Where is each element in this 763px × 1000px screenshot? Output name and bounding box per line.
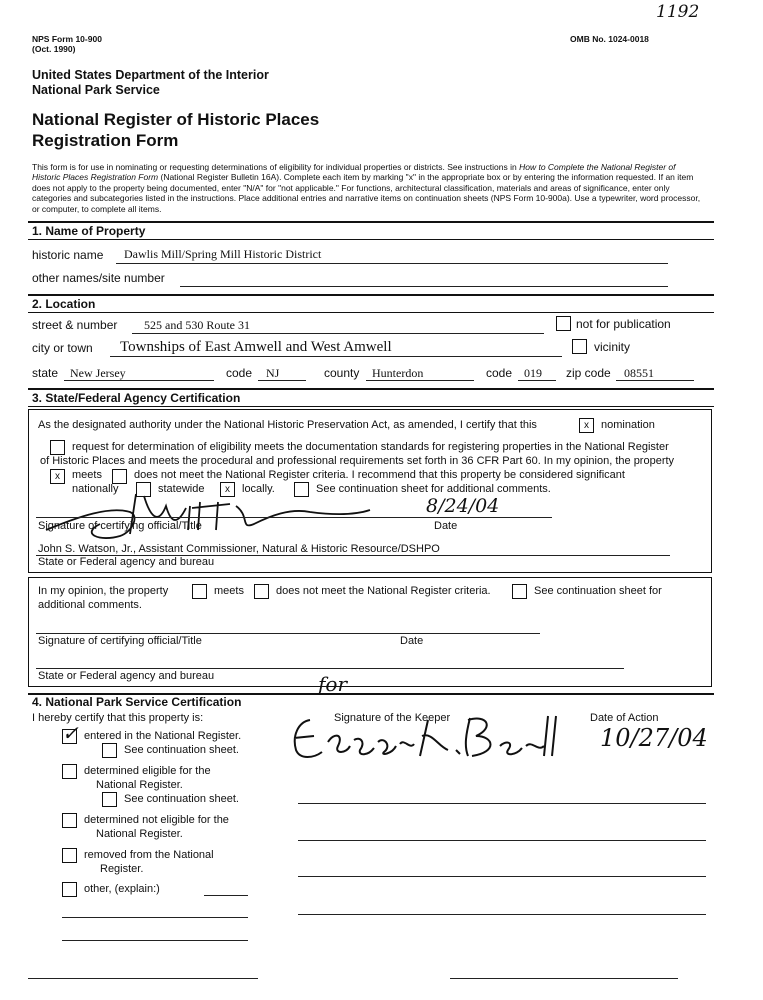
- not-eligible-label-2: National Register.: [96, 828, 183, 840]
- opinion-signature-label: Signature of certifying official/Title: [38, 635, 202, 647]
- state-cert-date-value: 8/24/04: [426, 495, 500, 517]
- locally-label: locally.: [242, 483, 275, 495]
- opinion-text: In my opinion, the property: [38, 585, 169, 597]
- agency-line-1: United States Department of the Interior: [32, 68, 269, 82]
- hereby-certify-text: I hereby certify that this property is:: [32, 712, 204, 724]
- removed-label-2: Register.: [100, 863, 144, 875]
- handwritten-page-number: 1192: [656, 2, 700, 22]
- eligible-signature-line: [298, 803, 706, 804]
- entered-see-continuation-checkbox[interactable]: [102, 743, 117, 758]
- keeper-signature: [288, 706, 578, 768]
- eligible-label-2: National Register.: [96, 779, 183, 791]
- vicinity-label: vicinity: [594, 340, 631, 354]
- historic-name-label: historic name: [32, 248, 104, 262]
- official-name-title: John S. Watson, Jr., Assistant Commissioner, Natural & Historic Resource/DSHPO: [38, 543, 440, 555]
- state-date-label: Date: [434, 520, 458, 532]
- request-checkbox[interactable]: [50, 440, 65, 455]
- county-line: [366, 380, 474, 381]
- eligible-see-continuation-label: See continuation sheet.: [124, 793, 239, 805]
- city-value: Townships of East Amwell and West Amwell: [120, 339, 392, 355]
- keeper-for-handwritten: for: [318, 672, 348, 696]
- eligible-see-continuation-checkbox[interactable]: [102, 792, 117, 807]
- state-line: [64, 380, 214, 381]
- form-title-line-1: National Register of Historic Places: [32, 110, 320, 129]
- footer-line-right: [450, 978, 678, 979]
- other-names-line: [180, 286, 668, 287]
- entered-label: entered in the National Register.: [84, 730, 242, 742]
- street-line: [132, 333, 544, 334]
- state-code-value: NJ: [266, 366, 280, 380]
- historic-name-line: [116, 263, 668, 264]
- state-value: New Jersey: [70, 366, 126, 380]
- nationally-label: nationally: [72, 483, 119, 495]
- other-names-label: other names/site number: [32, 271, 165, 285]
- certifying-official-signature: [40, 486, 390, 546]
- keeper-signature-label: Signature of the Keeper: [334, 712, 451, 724]
- opinion-additional-comments: additional comments.: [38, 599, 142, 611]
- request-text-2: of Historic Places and meets the procedural and professional requirements set forth in 36 CFR Part 60. In my opinion, the property: [40, 455, 675, 467]
- historic-name-value: Dawlis Mill/Spring Mill Historic District: [124, 247, 322, 261]
- footer-line-left: [28, 978, 258, 979]
- street-label: street & number: [32, 318, 118, 332]
- opinion-see-continuation-label: See continuation sheet for: [534, 585, 662, 597]
- nomination-checkbox[interactable]: x: [579, 418, 594, 433]
- zip-label: zip code: [566, 366, 611, 380]
- other-explain-line-2: [62, 940, 248, 941]
- other-explain-line-1: [62, 917, 248, 918]
- eligible-checkbox[interactable]: [62, 764, 77, 779]
- state-signature-line: [36, 517, 552, 518]
- county-label: county: [324, 366, 360, 380]
- city-label: city or town: [32, 341, 93, 355]
- city-line: [110, 356, 562, 357]
- entered-see-continuation-label: See continuation sheet.: [124, 744, 239, 756]
- zip-value: 08551: [624, 366, 654, 380]
- county-code-line: [518, 380, 556, 381]
- nomination-label: nomination: [601, 419, 655, 431]
- section-3-heading: 3. State/Federal Agency Certification: [28, 388, 714, 407]
- statewide-label: statewide: [158, 483, 205, 495]
- other-explain-line-inline: [204, 895, 248, 896]
- state-code-line: [258, 380, 306, 381]
- opinion-meets-label: meets: [214, 585, 244, 597]
- opinion-agency-label: State or Federal agency and bureau: [38, 670, 215, 682]
- form-id: NPS Form 10-900: [32, 34, 102, 44]
- state-label: state: [32, 366, 59, 380]
- section-1-heading: 1. Name of Property: [28, 221, 714, 240]
- zip-line: [616, 380, 694, 381]
- form-date: (Oct. 1990): [32, 44, 76, 54]
- opinion-see-continuation-checkbox[interactable]: [512, 584, 527, 599]
- not-eligible-signature-line: [298, 840, 706, 841]
- county-code-value: 019: [524, 366, 542, 380]
- locally-checkbox[interactable]: x: [220, 482, 235, 497]
- opinion-agency-line: [36, 668, 624, 669]
- other-signature-line: [298, 914, 706, 915]
- does-not-meet-text: does not meet the National Register criteria. I recommend that this property be considered significant: [134, 469, 625, 481]
- not-eligible-label-1: determined not eligible for the: [84, 814, 229, 826]
- does-not-meet-checkbox[interactable]: [112, 469, 127, 484]
- state-see-continuation-label: See continuation sheet for additional comments.: [316, 483, 551, 495]
- not-eligible-checkbox[interactable]: [62, 813, 77, 828]
- opinion-not-meets-label: does not meet the National Register criteria.: [276, 585, 491, 597]
- meets-checkbox[interactable]: x: [50, 469, 65, 484]
- county-code-label: code: [486, 366, 513, 380]
- county-value: Hunterdon: [372, 366, 424, 380]
- opinion-date-label: Date: [400, 635, 424, 647]
- agency-line-2: National Park Service: [32, 83, 160, 97]
- other-checkbox[interactable]: [62, 882, 77, 897]
- entered-check-mark: ✓: [62, 721, 79, 745]
- omb-number: OMB No. 1024-0018: [570, 34, 649, 44]
- opinion-signature-line: [36, 633, 540, 634]
- other-label: other, (explain:): [84, 883, 160, 895]
- section-2-heading: 2. Location: [28, 294, 714, 313]
- request-text-1: request for determination of eligibility meets the documentation standards for registering properties in the National Register: [72, 441, 669, 453]
- opinion-not-meets-checkbox[interactable]: [254, 584, 269, 599]
- date-of-action-value: 10/27/04: [600, 724, 708, 752]
- opinion-meets-checkbox[interactable]: [192, 584, 207, 599]
- street-value: 525 and 530 Route 31: [144, 318, 250, 332]
- state-code-label: code: [226, 366, 253, 380]
- state-agency-label: State or Federal agency and bureau: [38, 556, 215, 568]
- vicinity-checkbox[interactable]: [572, 339, 587, 354]
- removed-signature-line: [298, 876, 706, 877]
- not-for-publication-label: not for publication: [576, 317, 671, 331]
- meets-label: meets: [72, 469, 102, 481]
- section-4-heading: 4. National Park Service Certification: [28, 693, 714, 709]
- state-signature-label: Signature of certifying official/Title: [38, 520, 202, 532]
- certify-text: As the designated authority under the National Historic Preservation Act, as amended, I certify that this: [38, 419, 537, 431]
- instructions-paragraph: This form is for use in nominating or requesting determinations of eligibility for individual properties or districts. See instructions in How to Complete the National Register of Historic Places Registration Form (National Register Bulletin 16A). Complete each item by marking "x" in the appropriate box or by entering the information requested. If an item does not apply to the property being documented, enter "N/A" for "not applicable." For functions, architectural classification, materials and areas of significance, enter only categories and subcategories listed in the instructions. Place additional entries and narrative items on continuation sheets (NPS Form 10-900a). Use a typewriter, word processor, or computer, to complete all items.: [32, 162, 701, 214]
- eligible-label-1: determined eligible for the: [84, 765, 211, 777]
- removed-checkbox[interactable]: [62, 848, 77, 863]
- form-title-line-2: Registration Form: [32, 131, 179, 150]
- date-of-action-label: Date of Action: [590, 712, 659, 724]
- removed-label-1: removed from the National: [84, 849, 214, 861]
- not-for-publication-checkbox[interactable]: [556, 316, 571, 331]
